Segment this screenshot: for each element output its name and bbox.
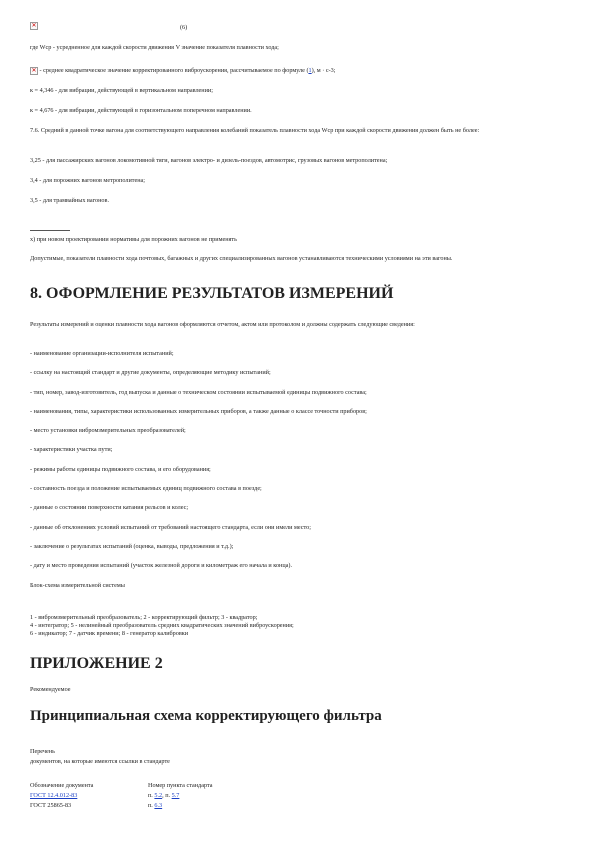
column-header: Обозначение документа [30, 782, 94, 789]
appendix-heading: Принципиальная схема корректирующего фильтра [30, 708, 382, 724]
list-item: - дату и место проведения испытаний (участок железной дороги и километраж его начала и конца). [30, 562, 293, 569]
clause-link[interactable]: 6.3 [154, 802, 163, 809]
list-item: - характеристики участка пути; [30, 446, 113, 453]
clause-link[interactable]: 5.7 [171, 792, 180, 799]
references-table [30, 782, 218, 812]
list-item: - заключение о результатах испытаний (оценка, выводы, предложения и т.д.); [30, 543, 234, 550]
footnote-divider [30, 230, 70, 231]
list-item: - составность поезда и положение испытываемых единиц подвижного состава в поезде; [30, 485, 262, 492]
formula-row [30, 22, 188, 31]
section-heading: 8. ОФОРМЛЕНИЕ РЕЗУЛЬТАТОВ ИЗМЕРЕНИЙ [30, 285, 394, 302]
paragraph: к = 4,676 - для вибрации, действующей в горизонтальном поперечном направлении. [30, 107, 252, 114]
block-diagram-label: Блок-схема измерительной системы [30, 582, 125, 589]
paragraph: 7.6. Средний в данной точке вагона для соответствующего направления колебаний показатель плавности хода Wcp при каждой скорости движения должен быть не более: [30, 127, 480, 134]
legend-line: 4 - интегратор; 5 - нелинейный преобразователь средних квадратических значений виброускорения; [30, 622, 294, 629]
list-item: - режимы работы единицы подвижного состава, и его оборудования; [30, 466, 211, 473]
list-title: документов, на которые имеются ссылки в стандарте [30, 758, 170, 765]
column-header: Номер пункта стандарта [148, 782, 213, 789]
list-item: - тип, номер, завод-изготовитель, год выпуска и данные о техническом состоянии испытываемой единицы подвижного состава; [30, 389, 367, 396]
list-title: Перечень [30, 748, 55, 755]
list-item: - наименование организации-исполнителя испытаний; [30, 350, 174, 357]
paragraph [30, 67, 335, 75]
clause-cell [148, 792, 218, 802]
footnote: Допустимые, показатели плавности хода почтовых, багажных и других специализированных вагонов устанавливаются техническими условиями на эти вагоны. [30, 255, 453, 262]
list-item: - данные о состоянии поверхности катания рельсов и колес; [30, 504, 189, 511]
clause-prefix: п. [148, 792, 155, 799]
paragraph-text: ), м · с-3; [311, 67, 336, 74]
legend-line: 6 - индикатор; 7 - датчик времени; 8 - генератор калибровки [30, 630, 189, 637]
footnote: x) при новом проектировании нормативы для порожних вагонов не применять [30, 236, 237, 243]
formula-link[interactable]: 1 [308, 67, 312, 74]
legend-line: 1 - вибромзмерительный преобразователь; 2 - корректирующий фильтр; 3 - квадратор; [30, 614, 258, 621]
document-cell: ГОСТ 25865-83 [30, 802, 72, 809]
list-item: - наименования, типы, характеристики использованных измерительных приборов, а также данные о классе точности приборов; [30, 408, 367, 415]
paragraph: 3,25 - для пассажирских вагонов локомотивной тяги, вагонов электро- и дизель-поездов, автомотрис, грузовых вагонов метрополитена; [30, 157, 388, 164]
paragraph: где Wcp - усредненное для каждой скорости движения V значение показателя плавности хода; [30, 44, 279, 51]
document-link[interactable]: ГОСТ 12.4.012-83 [30, 792, 78, 799]
broken-image-icon: ✕ [31, 22, 37, 29]
paragraph: 3,5 - для трамвайных вагонов. [30, 197, 109, 204]
paragraph: к = 4,346 - для вибрации, действующей в вертикальном направлении; [30, 87, 213, 94]
table-row [30, 802, 218, 812]
clause-prefix: п. [148, 802, 155, 809]
section-intro: Результаты измерений и оценки плавности хода вагонов оформляются отчетом, актом или протоколом и должны содержать следующие сведения: [30, 321, 415, 328]
appendix-subtitle: Рекомендуемое [30, 686, 71, 693]
table-row [30, 792, 218, 802]
table-header-row [30, 782, 218, 792]
broken-image-icon: ✕ [31, 67, 37, 74]
clause-separator: , п. [162, 792, 172, 799]
clause-cell [148, 802, 218, 812]
paragraph-text: - среднее квадратическое значение корректированного виброускорения, рассчитываемое по формуле ( [39, 67, 309, 74]
clause-link[interactable]: 5.2 [154, 792, 163, 799]
list-item: - место установки вибромзмерительных преобразователей; [30, 427, 186, 434]
list-item: - ссылку на настоящий стандарт и другие документы, определяющие методику испытаний; [30, 369, 271, 376]
appendix-title: ПРИЛОЖЕНИЕ 2 [30, 655, 163, 672]
formula-number: (6) [180, 24, 188, 31]
paragraph: 3,4 - для порожних вагонов метрополитена; [30, 177, 146, 184]
list-item: - данные об отклонениях условий испытаний от требований настоящего стандарта, если они имели место; [30, 524, 311, 531]
